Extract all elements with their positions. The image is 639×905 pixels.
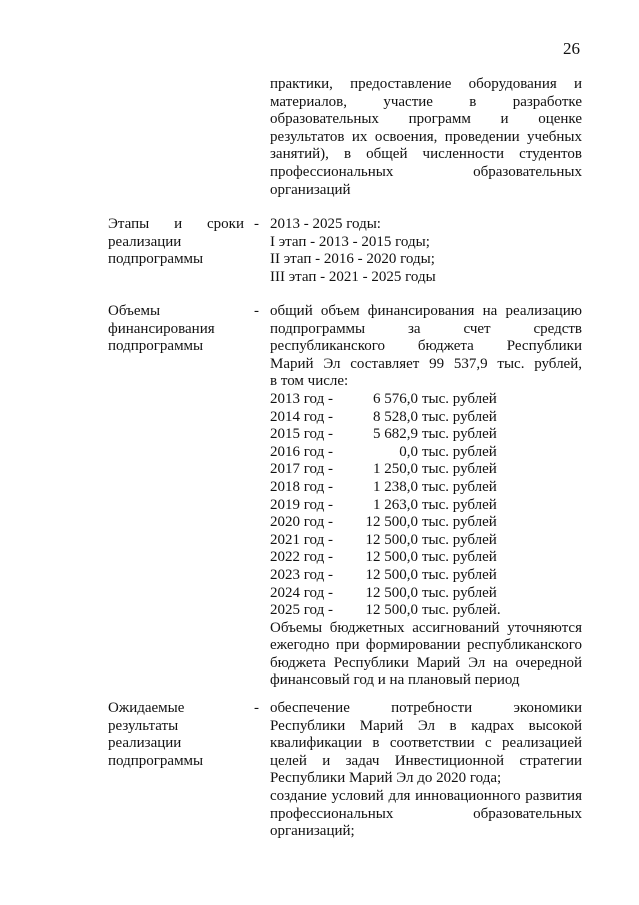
stages-line: I этап - 2013 - 2015 годы; xyxy=(270,233,430,250)
funding-intro-line: республиканского бюджета Республики xyxy=(270,338,582,355)
funding-note-line: ежегодно при формировании республиканского xyxy=(270,637,582,654)
funding-label-line: Объемы xyxy=(108,303,161,319)
funding-year-row xyxy=(270,409,582,427)
funding-unit: тыс. рублей xyxy=(422,426,497,443)
funding-intro-line: Марий Эл составляет 99 537,9 тыс. рублей, xyxy=(270,355,582,372)
stages-label xyxy=(108,216,244,269)
funding-amount: 12 500,0 xyxy=(365,531,418,548)
results-line: создание условий для инновационного развития xyxy=(270,787,582,804)
intro-line: занятий), в общей численности студентов xyxy=(270,146,582,163)
funding-label-line: финансирования xyxy=(108,320,215,337)
results-label xyxy=(108,700,244,770)
results-content xyxy=(270,700,582,841)
intro-line: организаций xyxy=(270,181,351,198)
stages-label-line: Этапы и сроки xyxy=(108,216,244,232)
funding-amount: 1 250,0 xyxy=(373,461,418,478)
funding-amount: 12 500,0 xyxy=(365,566,418,583)
funding-unit: тыс. рублей. xyxy=(422,602,501,619)
funding-intro-line: в том числе: xyxy=(270,373,349,390)
intro-line: результатов их освоения, проведении учебных xyxy=(270,128,582,145)
results-line: организаций; xyxy=(270,823,355,840)
funding-year-row xyxy=(270,532,582,550)
funding-year: 2021 год - xyxy=(270,531,333,548)
funding-unit: тыс. рублей xyxy=(422,514,497,531)
funding-year-row xyxy=(270,497,582,515)
funding-year-row xyxy=(270,514,582,532)
funding-amount: 0,0 xyxy=(399,443,418,460)
funding-year-row xyxy=(270,444,582,462)
stages-label-line: реализации xyxy=(108,233,182,250)
funding-year-row xyxy=(270,585,582,603)
results-line: Республики Марий Эл до 2020 года; xyxy=(270,770,502,787)
page-number: 26 xyxy=(563,39,580,58)
intro-continuation xyxy=(108,76,582,200)
intro-content xyxy=(270,76,582,199)
funding-unit: тыс. рублей xyxy=(422,390,497,407)
stages-row xyxy=(108,216,582,288)
results-row xyxy=(108,700,582,845)
funding-amount: 5 682,9 xyxy=(373,426,418,443)
funding-year-row xyxy=(270,426,582,444)
funding-amount: 1 238,0 xyxy=(373,478,418,495)
intro-line: образовательных программ и оценке xyxy=(270,111,582,128)
funding-year: 2015 год - xyxy=(270,426,333,443)
funding-year-row xyxy=(270,549,582,567)
stages-line: III этап - 2021 - 2025 годы xyxy=(270,268,436,285)
funding-year: 2024 год - xyxy=(270,584,333,601)
funding-year: 2019 год - xyxy=(270,496,333,513)
funding-dash: - xyxy=(254,303,259,319)
funding-unit: тыс. рублей xyxy=(422,584,497,601)
funding-year: 2022 год - xyxy=(270,549,333,566)
funding-unit: тыс. рублей xyxy=(422,531,497,548)
funding-amount: 1 263,0 xyxy=(373,496,418,513)
funding-amount: 12 500,0 xyxy=(365,584,418,601)
funding-year: 2023 год - xyxy=(270,566,333,583)
funding-unit: тыс. рублей xyxy=(422,566,497,583)
funding-year-row xyxy=(270,461,582,479)
intro-line: практики, предоставление оборудования и xyxy=(270,76,582,92)
funding-unit: тыс. рублей xyxy=(422,549,497,566)
stages-content xyxy=(270,216,582,286)
stages-dash: - xyxy=(254,216,259,232)
funding-year-row xyxy=(270,567,582,585)
funding-amount: 12 500,0 xyxy=(365,514,418,531)
stages-label-line: подпрограммы xyxy=(108,251,204,268)
results-line: целей и задач Инвестиционной стратегии xyxy=(270,752,582,769)
funding-unit: тыс. рублей xyxy=(422,478,497,495)
stages-line: II этап - 2016 - 2020 годы; xyxy=(270,251,435,268)
funding-amount: 12 500,0 xyxy=(365,549,418,566)
funding-unit: тыс. рублей xyxy=(422,496,497,513)
results-line: квалификации в соответствии с реализацией xyxy=(270,735,582,752)
results-label-line: реализации xyxy=(108,735,182,752)
intro-line: профессиональных образовательных xyxy=(270,163,582,180)
funding-year: 2017 год - xyxy=(270,461,333,478)
funding-year: 2013 год - xyxy=(270,390,333,407)
funding-unit: тыс. рублей xyxy=(422,408,497,425)
intro-line: материалов, участие в разработке xyxy=(270,93,582,110)
funding-content xyxy=(270,303,582,690)
funding-amount: 8 528,0 xyxy=(373,408,418,425)
funding-unit: тыс. рублей xyxy=(422,461,497,478)
funding-intro-line: общий объем финансирования на реализацию xyxy=(270,303,582,319)
funding-year: 2016 год - xyxy=(270,443,333,460)
funding-year: 2018 год - xyxy=(270,478,333,495)
funding-year: 2020 год - xyxy=(270,514,333,531)
funding-note-line: бюджета Республики Марий Эл на очередной xyxy=(270,654,582,671)
funding-amount: 6 576,0 xyxy=(373,390,418,407)
results-label-line: результаты xyxy=(108,717,179,734)
funding-year-row xyxy=(270,391,582,409)
funding-label-line: подпрограммы xyxy=(108,338,204,355)
results-dash: - xyxy=(254,700,259,716)
funding-year-row xyxy=(270,602,582,620)
results-line: обеспечение потребности экономики xyxy=(270,700,582,716)
funding-note-line: финансовый год и на плановый период xyxy=(270,672,520,689)
results-line: Республики Марий Эл в кадрах высокой xyxy=(270,717,582,734)
funding-year-row xyxy=(270,479,582,497)
funding-row xyxy=(108,303,582,688)
funding-unit: тыс. рублей xyxy=(422,443,497,460)
funding-intro-line: подпрограммы за счет средств xyxy=(270,320,582,337)
funding-note-line: Объемы бюджетных ассигнований уточняются xyxy=(270,619,582,636)
funding-label xyxy=(108,303,244,356)
funding-amount: 12 500,0 xyxy=(365,602,418,619)
results-line: профессиональных образовательных xyxy=(270,805,582,822)
results-label-line: Ожидаемые xyxy=(108,700,185,716)
results-label-line: подпрограммы xyxy=(108,752,204,769)
funding-year: 2025 год - xyxy=(270,602,333,619)
funding-year: 2014 год - xyxy=(270,408,333,425)
stages-line: 2013 - 2025 годы: xyxy=(270,216,381,232)
